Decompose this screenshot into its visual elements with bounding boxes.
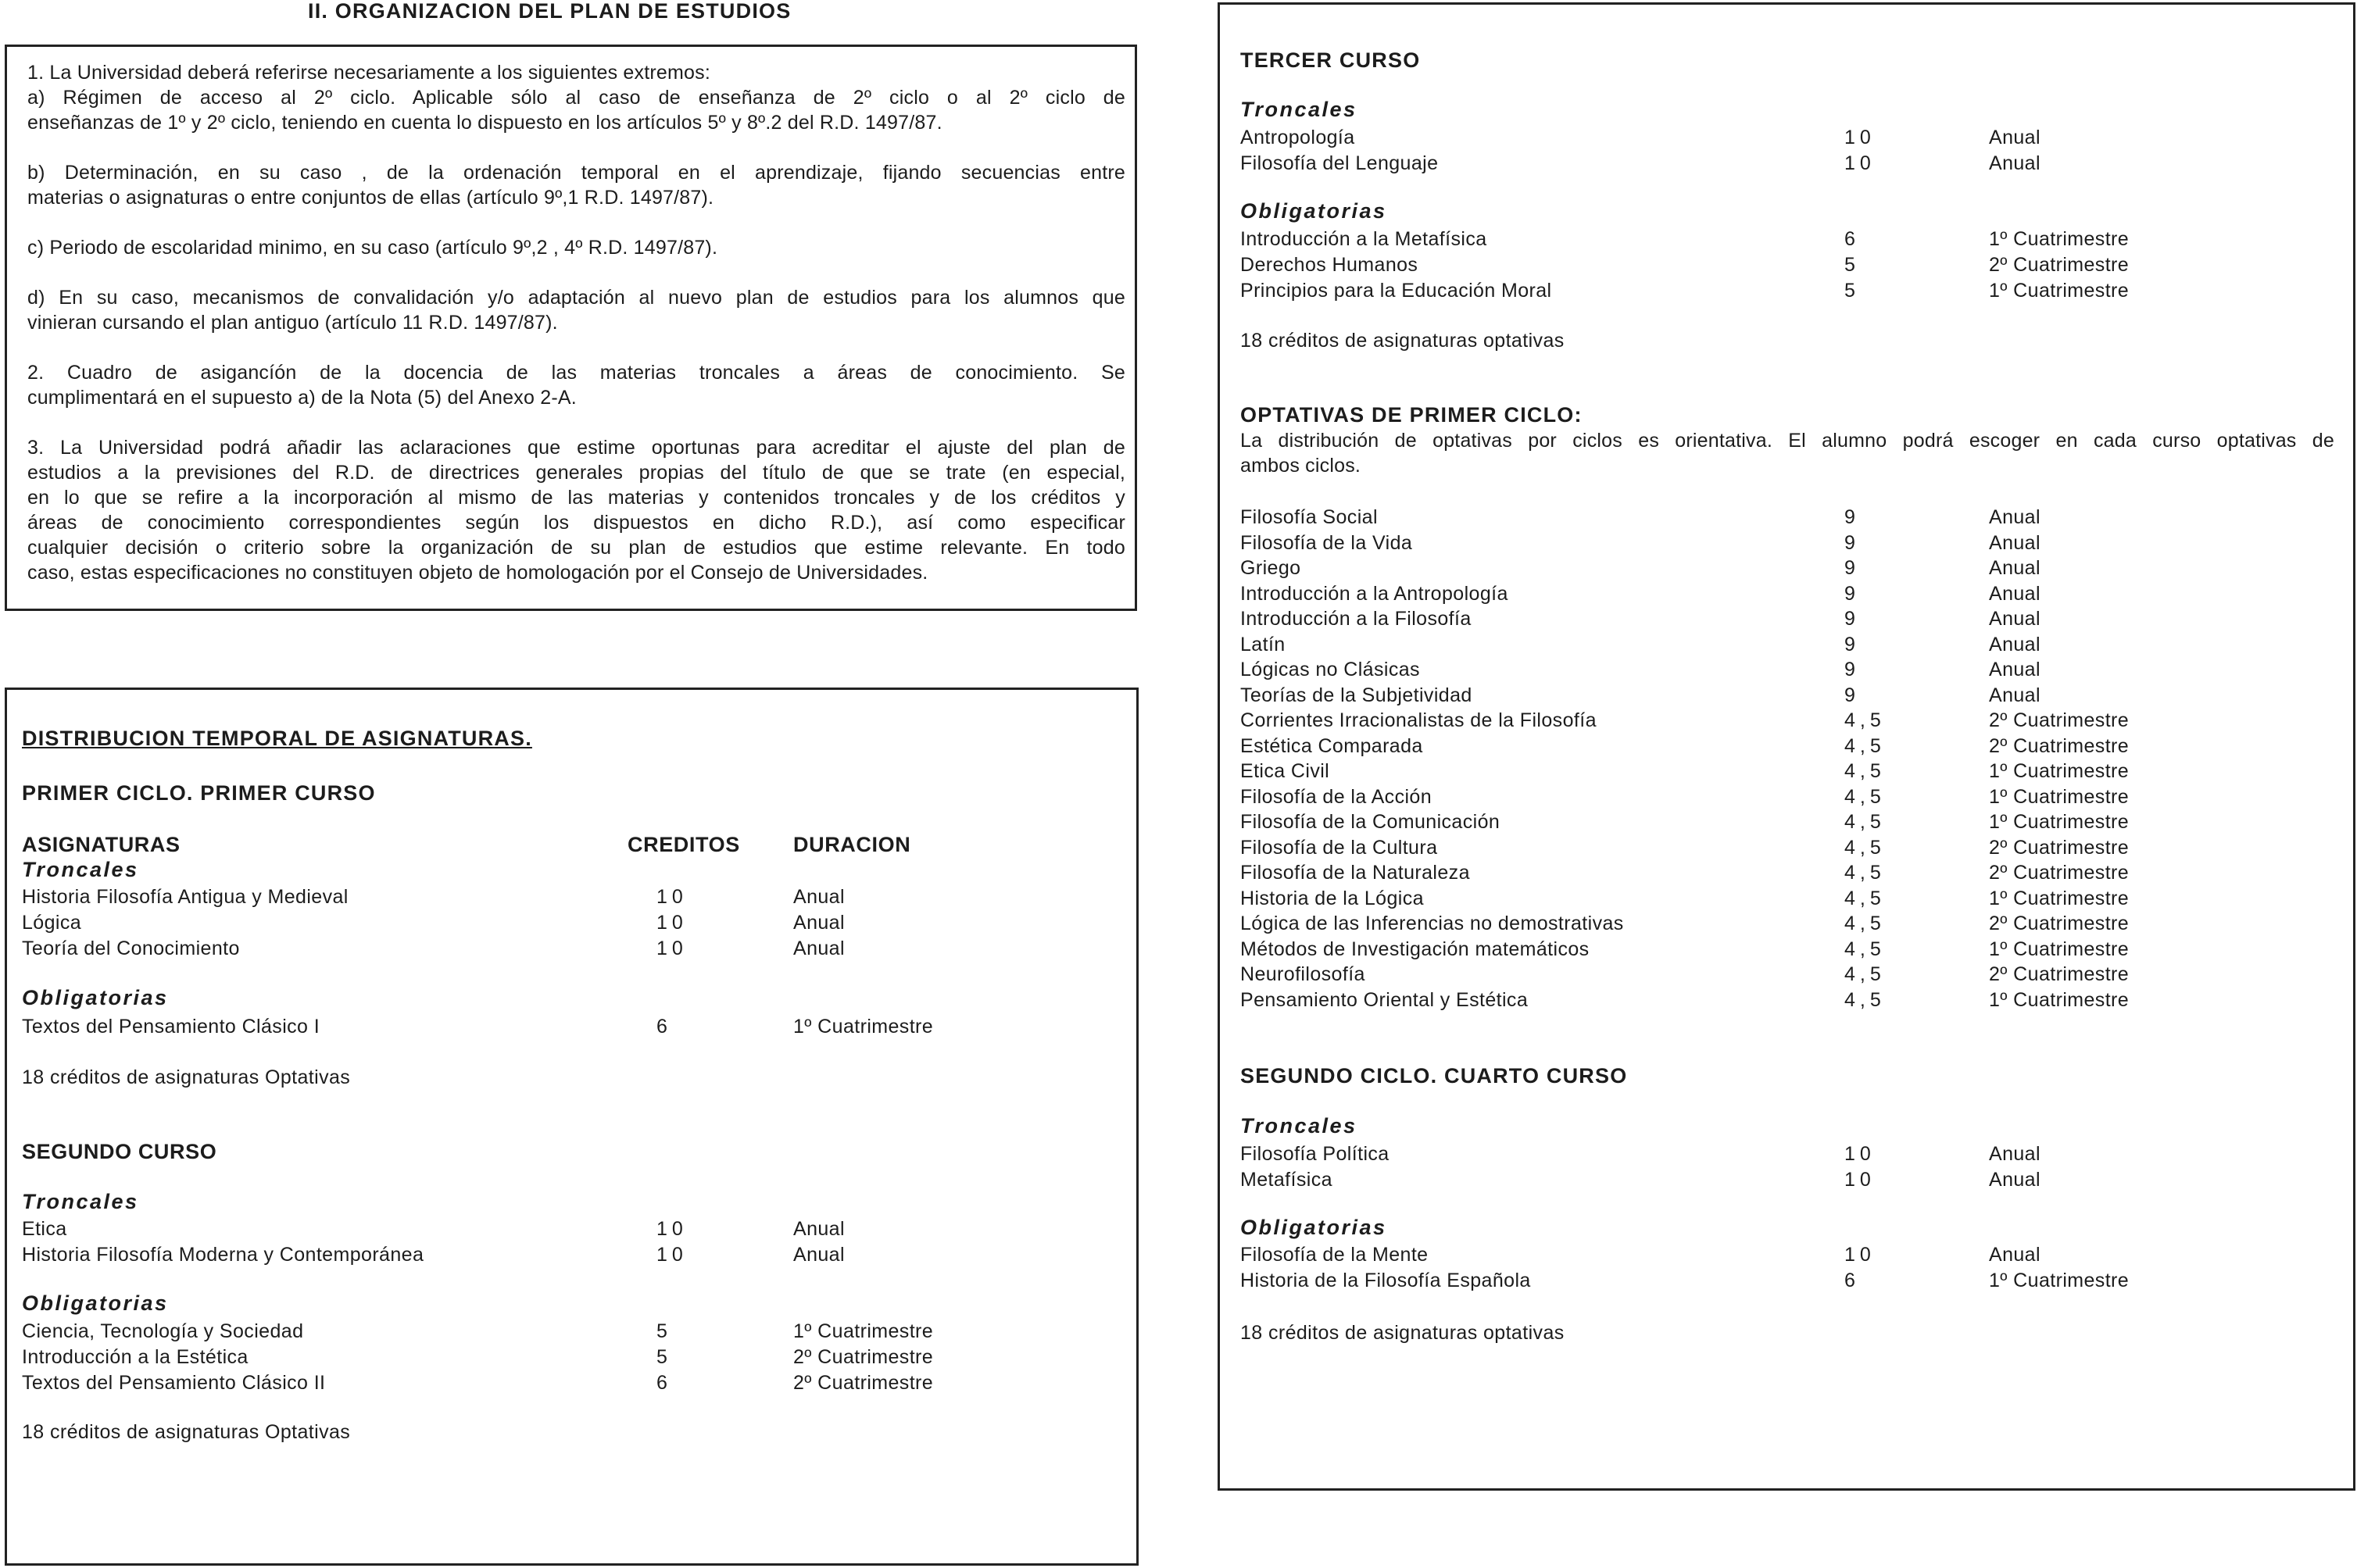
subject-credits: 4,5 (1844, 988, 1886, 1011)
note-1-intro: 1. La Universidad deberá referirse necesariamente a los siguientes extremos: (27, 62, 710, 84)
subject-name: Introducción a la Antropología (1240, 582, 1508, 605)
subject-credits: 9 (1844, 608, 1856, 630)
subject-credits: 4,5 (1844, 709, 1886, 731)
subject-credits: 9 (1844, 531, 1856, 554)
note-2-line: 2. Cuadro de asigancíón de la docencia de las materias troncales a áreas de conocimiento. Se (27, 362, 1125, 384)
subject-credits: 6 (656, 1372, 668, 1394)
optativas-intro-line: ambos ciclos. (1240, 455, 1361, 477)
col-duration-header: DURACION (793, 833, 911, 856)
col-credits-header: CREDITOS (628, 833, 740, 856)
subject-credits: 5 (656, 1320, 668, 1342)
note-3-line: 3. La Universidad podrá añadir las aclaraciones que estime oportunas para acreditar el ajuste del plan de (27, 437, 1125, 459)
subject-name: Lógicas no Clásicas (1240, 659, 1420, 680)
subject-name: Filosofía de la Comunicación (1240, 811, 1500, 833)
subject-duration: Anual (1989, 633, 2040, 655)
subject-name: Etica (22, 1218, 67, 1240)
subject-credits: 10 (1844, 1244, 1876, 1266)
distribution-title: DISTRIBUCION TEMPORAL DE ASIGNATURAS. (22, 727, 532, 750)
subject-duration: 2º Cuatrimestre (1989, 734, 2130, 757)
note-b-line: b) Determinación, en su caso , de la ordenación temporal en el aprendizaje, fijando secuencias entre (27, 162, 1125, 184)
note-d-line: d) En su caso, mecanismos de convalidación y/o adaptación al nuevo plan de estudios para los alumnos que (27, 287, 1125, 309)
subject-name: Teoría del Conocimiento (22, 938, 240, 959)
subject-duration: 1º Cuatrimestre (793, 1320, 934, 1342)
optativas-note: 18 créditos de asignaturas optativas (1240, 1322, 1565, 1344)
subject-name: Historia de la Lógica (1240, 887, 1424, 909)
troncales-label: Troncales (1240, 98, 1357, 121)
subject-credits: 10 (656, 912, 688, 934)
subject-credits: 9 (1844, 557, 1856, 579)
subject-duration: 1º Cuatrimestre (1989, 280, 2130, 302)
obligatorias-label: Obligatorias (22, 1291, 169, 1315)
subject-duration: 2º Cuatrimestre (1989, 963, 2130, 985)
subject-duration: Anual (1989, 608, 2040, 630)
note-3-line: estudios a la previsiones del R.D. de directrices generales propias del título de que se trate (en especial, (27, 462, 1125, 484)
subject-duration: 1º Cuatrimestre (1989, 988, 2130, 1011)
subject-credits: 10 (656, 886, 688, 908)
subject-name: Filosofía de la Vida (1240, 531, 1413, 554)
subject-name: Historia Filosofía Antigua y Medieval (22, 886, 349, 908)
subject-name: Corrientes Irracionalistas de la Filosofía (1240, 709, 1597, 731)
subject-credits: 4,5 (1844, 811, 1886, 833)
subject-duration: Anual (1989, 582, 2040, 605)
note-2-line: cumplimentará en el supuesto a) de la Nota (5) del Anexo 2-A. (27, 387, 577, 409)
subject-credits: 9 (1844, 582, 1856, 605)
subject-duration: Anual (1989, 531, 2040, 554)
page-title: II. ORGANIZACION DEL PLAN DE ESTUDIOS (308, 0, 792, 23)
year2-heading: SEGUNDO CURSO (22, 1140, 217, 1163)
subject-duration: 1º Cuatrimestre (1989, 760, 2130, 782)
subject-credits: 4,5 (1844, 913, 1886, 934)
col-subjects-header: ASIGNATURAS (22, 833, 181, 856)
subject-name: Antropología (1240, 127, 1355, 148)
subject-credits: 4,5 (1844, 938, 1886, 960)
troncales-label: Troncales (1240, 1114, 1357, 1138)
subject-name: Pensamiento Oriental y Estética (1240, 988, 1529, 1011)
note-3-line: cualquier decisión o criterio sobre la organización de su plan de estudios que estime relevante. En todo (27, 537, 1125, 559)
subject-name: Filosofía Social (1240, 506, 1378, 528)
subject-name: Historia Filosofía Moderna y Contemporánea (22, 1244, 424, 1266)
subject-name: Metafísica (1240, 1169, 1332, 1191)
note-3-line: en lo que se refire a la incorporación al mismo de las materias y contenidos troncales y de los créditos y (27, 487, 1125, 509)
subject-duration: 2º Cuatrimestre (1989, 913, 2130, 934)
subject-duration: 1º Cuatrimestre (1989, 938, 2130, 960)
note-3-line: caso, estas especificaciones no constituyen objeto de homologación por el Consejo de Universidades. (27, 562, 928, 584)
subject-name: Derechos Humanos (1240, 254, 1418, 276)
subject-credits: 6 (656, 1016, 668, 1038)
subject-name: Estética Comparada (1240, 734, 1423, 757)
optativas-title: OPTATIVAS DE PRIMER CICLO: (1240, 403, 1583, 427)
optativas-note: 18 créditos de asignaturas Optativas (22, 1421, 351, 1443)
subject-credits: 10 (656, 1218, 688, 1240)
subject-credits: 6 (1844, 1270, 1856, 1291)
notes-box (5, 45, 1137, 611)
notes-body (27, 60, 1125, 585)
subject-credits: 4,5 (1844, 760, 1886, 782)
subject-duration: 1º Cuatrimestre (1989, 785, 2130, 808)
subject-name: Filosofía de la Naturaleza (1240, 862, 1470, 884)
subject-credits: 10 (656, 1244, 688, 1266)
subject-duration: Anual (793, 912, 845, 934)
subject-name: Textos del Pensamiento Clásico I (22, 1016, 320, 1038)
subject-credits: 5 (1844, 254, 1856, 276)
note-b-line: materias o asignaturas o entre conjuntos de ellas (artículo 9º,1 R.D. 1497/87). (27, 187, 714, 209)
note-a-line: a) Régimen de acceso al 2º ciclo. Aplicable sólo al caso de enseñanza de 2º ciclo o al 2º ciclo de (27, 87, 1125, 109)
subject-credits: 4,5 (1844, 734, 1886, 757)
subject-credits: 4,5 (1844, 963, 1886, 985)
subject-duration: 2º Cuatrimestre (1989, 709, 2130, 731)
subject-duration: 1º Cuatrimestre (1989, 887, 2130, 909)
subject-name: Filosofía de la Cultura (1240, 836, 1438, 859)
subject-duration: 1º Cuatrimestre (1989, 228, 2130, 250)
subject-duration: 1º Cuatrimestre (1989, 1270, 2130, 1291)
subject-credits: 10 (1844, 127, 1876, 148)
subject-duration: Anual (1989, 684, 2040, 706)
subject-credits: 4,5 (1844, 836, 1886, 859)
subject-credits: 5 (656, 1346, 668, 1368)
subject-duration: Anual (1989, 127, 2040, 148)
subject-duration: Anual (1989, 659, 2040, 680)
note-a-line: enseñanzas de 1º y 2º ciclo, teniendo en cuenta lo dispuesto en los artículos 5º y 8º.2 del R.D. 1497/87. (27, 112, 942, 134)
troncales-label: Troncales (22, 858, 139, 881)
subject-credits: 9 (1844, 659, 1856, 680)
subject-duration: Anual (1989, 1143, 2040, 1165)
subject-name: Historia de la Filosofía Española (1240, 1270, 1531, 1291)
subject-duration: 1º Cuatrimestre (793, 1016, 934, 1038)
subject-duration: Anual (1989, 506, 2040, 528)
subject-name: Filosofía de la Mente (1240, 1244, 1429, 1266)
subject-duration: Anual (793, 1244, 845, 1266)
subject-name: Filosofía de la Acción (1240, 785, 1432, 808)
year3-heading: TERCER CURSO (1240, 48, 1421, 72)
troncales-label: Troncales (22, 1190, 139, 1213)
subject-credits: 5 (1844, 280, 1856, 302)
subject-name: Introducción a la Filosofía (1240, 608, 1472, 630)
obligatorias-label: Obligatorias (22, 986, 169, 1009)
subject-duration: Anual (1989, 557, 2040, 579)
subject-credits: 6 (1844, 228, 1856, 250)
obligatorias-label: Obligatorias (1240, 1216, 1387, 1239)
note-d-line: vinieran cursando el plan antiguo (artículo 11 R.D. 1497/87). (27, 312, 558, 334)
subject-duration: Anual (793, 886, 845, 908)
subject-credits: 10 (1844, 1169, 1876, 1191)
subject-name: Filosofía Política (1240, 1143, 1390, 1165)
note-c-line: c) Periodo de escolaridad minimo, en su caso (artículo 9º,2 , 4º R.D. 1497/87). (27, 237, 718, 259)
subject-name: Introducción a la Metafísica (1240, 228, 1487, 250)
subject-duration: Anual (1989, 1244, 2040, 1266)
subject-credits: 9 (1844, 684, 1856, 706)
subject-duration: 2º Cuatrimestre (793, 1372, 934, 1394)
optativas-intro-line: La distribución de optativas por ciclos es orientativa. El alumno podrá escoger en cada curso optativas de (1240, 430, 2334, 452)
subject-duration: 2º Cuatrimestre (1989, 254, 2130, 276)
subject-name: Griego (1240, 557, 1301, 579)
subject-name: Introducción a la Estética (22, 1346, 249, 1368)
subject-name: Latín (1240, 633, 1286, 655)
subject-credits: 10 (1844, 1143, 1876, 1165)
subject-name: Lógica (22, 912, 82, 934)
subject-credits: 9 (1844, 633, 1856, 655)
subject-name: Teorías de la Subjetividad (1240, 684, 1472, 706)
subject-name: Filosofía del Lenguaje (1240, 152, 1439, 174)
subject-duration: 2º Cuatrimestre (1989, 836, 2130, 859)
obligatorias-label: Obligatorias (1240, 199, 1387, 223)
optativas-note: 18 créditos de asignaturas Optativas (22, 1066, 351, 1088)
subject-duration: 2º Cuatrimestre (793, 1346, 934, 1368)
cycle1-year1-heading: PRIMER CICLO. PRIMER CURSO (22, 781, 376, 805)
subject-duration: Anual (1989, 152, 2040, 174)
subject-duration: Anual (1989, 1169, 2040, 1191)
subject-name: Métodos de Investigación matemáticos (1240, 938, 1590, 960)
subject-credits: 4,5 (1844, 862, 1886, 884)
note-3-line: áreas de conocimiento correspondientes según los dispuestos en dicho R.D.), así como especificar (27, 512, 1125, 534)
subject-credits: 4,5 (1844, 785, 1886, 808)
subject-duration: 2º Cuatrimestre (1989, 862, 2130, 884)
subject-duration: Anual (793, 1218, 845, 1240)
subject-credits: 10 (1844, 152, 1876, 174)
subject-name: Etica Civil (1240, 760, 1330, 782)
optativas-intro (1240, 428, 2334, 478)
subject-name: Principios para la Educación Moral (1240, 280, 1552, 302)
subject-credits: 9 (1844, 506, 1856, 528)
subject-name: Neurofilosofía (1240, 963, 1365, 985)
subject-name: Ciencia, Tecnología y Sociedad (22, 1320, 304, 1342)
subject-credits: 4,5 (1844, 887, 1886, 909)
cycle2-year4-heading: SEGUNDO CICLO. CUARTO CURSO (1240, 1064, 1628, 1088)
subject-name: Textos del Pensamiento Clásico II (22, 1372, 326, 1394)
subject-duration: 1º Cuatrimestre (1989, 811, 2130, 833)
subject-credits: 10 (656, 938, 688, 959)
optativas-note: 18 créditos de asignaturas optativas (1240, 330, 1565, 352)
subject-name: Lógica de las Inferencias no demostrativas (1240, 913, 1624, 934)
subject-duration: Anual (793, 938, 845, 959)
